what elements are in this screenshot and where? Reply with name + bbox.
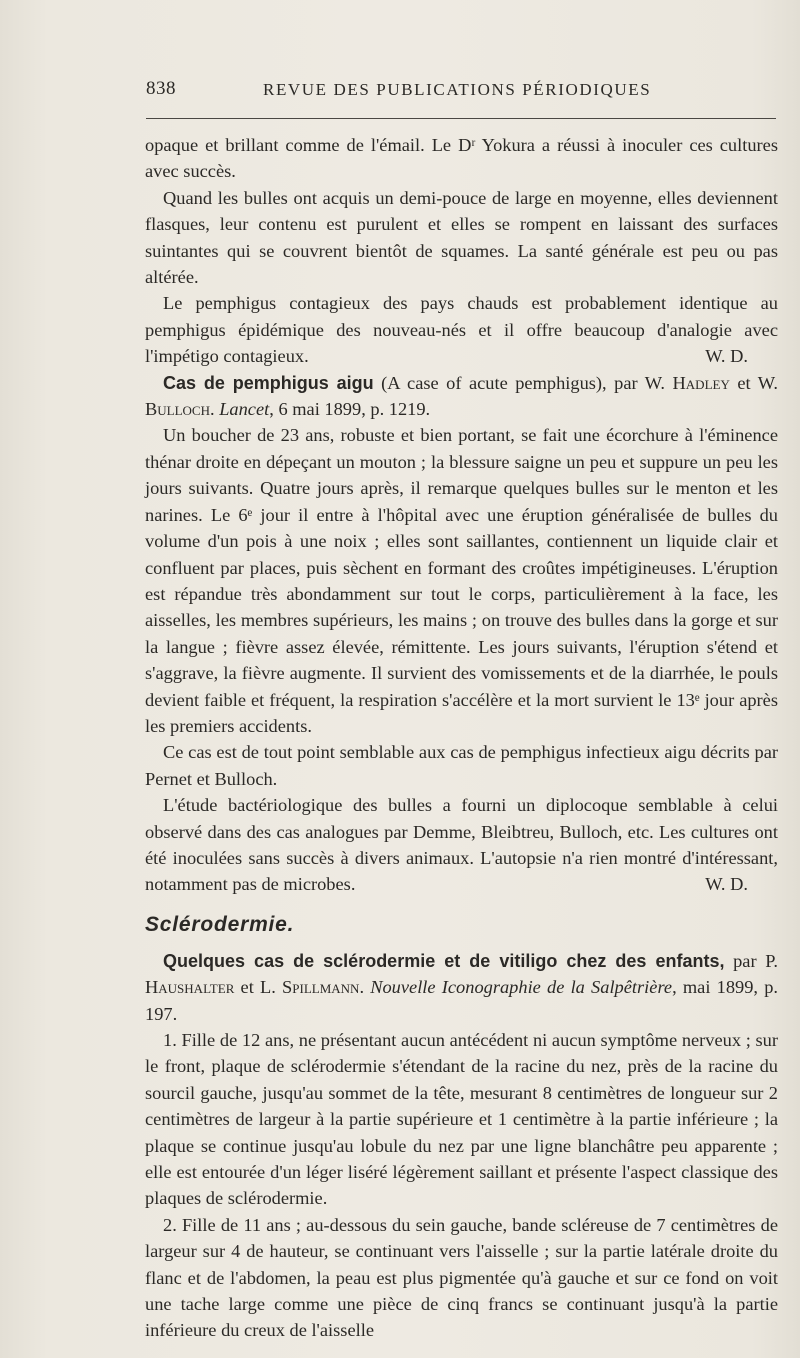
paragraph-text: L'étude bactériologique des bulles a fourni un diplocoque semblable à celui observé dans des cas analogues par Demme, Bleibtreu, Bulloch, etc. Les cultures ont été inoculées sans succès à divers animaux. L'autopsie n'a rien montré d'intéressant, notamment pas de microbes. [145,795,778,895]
paragraph: Ce cas est de tout point semblable aux cas de pemphigus infectieux aigu décrits par Pernet et Bulloch. [145,742,778,789]
reference-text: , 6 mai 1899, p. 1219. [269,399,431,420]
body-text [145,132,778,1344]
paragraph: Quand les bulles ont acquis un demi-pouce de large en moyenne, elles deviennent flasques, leur contenu est purulent et elles se rompent en laissant des surfaces suintantes qui se couvrent bientôt de squames. La santé générale est peu ou pas altérée. [145,187,778,288]
journal-name: Nouvelle Iconographie de la Salpêtrière [370,977,673,998]
paragraph: Un boucher de 23 ans, robuste et bien portant, se fait une écorchure à l'éminence thénar droite en dépeçant un mouton ; la blessure saigne un peu et suppure un peu les jours suivants. Quatre jours après, il remarque quelques bulles sur le menton et les narines. Le 6ᵉ jour il entre à l'hôpital avec une éruption généralisée de bulles du volume d'un pois à une noix ; elles sont saillantes, contiennent un liquide clair et confluent par places, puis sèchent en formant des croûtes impétigineuses. L'éruption est répandue très abondamment sur tout le corps, particulièrement à la face, les aisselles, les membres supérieurs, les mains ; on trouve des bulles dans la gorge et sur la langue ; fièvre assez élevée, rémittente. Les jours suivants, l'éruption s'étend et s'aggrave, la fièvre augmente. Il survient des vomissements et de la diarrhée, le pouls devient faible et fréquent, la respiration s'accélère et la mort survient le 13ᵉ jour après les premiers accidents. [145,425,778,736]
page-header [146,78,776,108]
article-reference [145,948,778,1027]
section-heading: Sclérodermie. [145,912,295,936]
paragraph: 2. Fille de 11 ans ; au-dessous du sein gauche, bande scléreuse de 7 centimètres de largeur sur 4 de hauteur, se continuant vers l'aisselle ; sur la partie latérale droite du flanc et de l'abdomen, la peau est plus pigmentée qu'à gauche et sur ce fond on voit une tache large comme une pièce de cinq francs se continuant jusqu'à la partie inférieure du creux de l'aisselle [145,1214,778,1341]
page-number: 838 [146,78,176,99]
author-signature: W. D. [705,346,748,367]
reference-text: . [209,399,220,420]
paragraph: 1. Fille de 12 ans, ne présentant aucun antécédent ni aucun symptôme nerveux ; sur le front, plaque de sclérodermie s'étendant de la racine du nez, près de la racine du sourcil gauche, jusqu'au sommet de la tête, mesurant 8 centimètres de longueur sur 2 centimètres de largeur à la partie supérieure et 1 centimètre à la partie inférieure ; la plaque se continue jusqu'au lobule du nez par une ligne blanchâtre peu apparente ; elle est entourée d'un léger liséré légèrement saillant et présente l'aspect classique des plaques de sclérodermie. [145,1030,778,1209]
paragraph [145,792,778,898]
reference-text: par P. [724,950,778,971]
author-name: Haushalter [145,977,235,998]
running-title: REVUE DES PUBLICATIONS PÉRIODIQUES [263,80,652,99]
author-name: Bulloch [145,399,210,420]
reference-text: et L. [234,977,283,998]
paragraph: opaque et brillant comme de l'émail. Le Dʳ Yokura a réussi à inoculer ces cultures avec succès. [145,135,778,182]
article-title: Quelques cas de sclérodermie et de vitiligo chez des enfants, [163,950,725,971]
journal-name: Lancet [219,399,270,420]
author-name: Spillmann [282,977,360,998]
author-signature: W. D. [705,874,748,895]
reference-text: , mai 1899, p. 197. [145,977,778,1024]
reference-text: . [359,977,371,998]
paragraph-text: Le pemphigus contagieux des pays chauds est probablement identique au pemphigus épidémique des nouveau-nés et il offre beaucoup d'analogie avec l'impétigo contagieux. [145,293,778,367]
reference-text: et W. [729,372,779,393]
paragraph [145,290,778,369]
header-rule [146,118,776,119]
reference-text: (A case of acute pemphigus), par W. [373,372,673,393]
author-name: Hadley [672,372,730,393]
article-reference [145,370,778,423]
article-title: Cas de pemphigus aigu [163,372,374,393]
